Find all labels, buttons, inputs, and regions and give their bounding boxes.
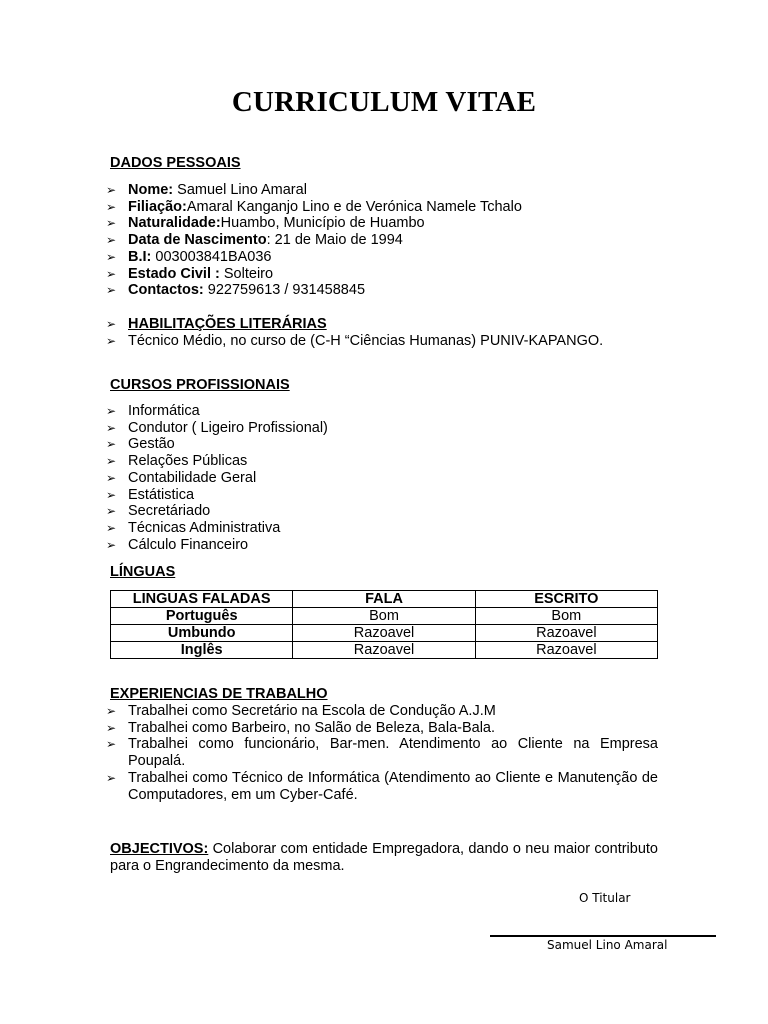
field-label: Nome: xyxy=(128,182,174,198)
field-value: Huambo, Município de Huambo xyxy=(220,215,425,232)
document-title: CURRICULUM VITAE xyxy=(231,86,537,118)
personal-list xyxy=(106,182,661,299)
list-item xyxy=(106,436,661,453)
bullet-arrow-icon: ➢ xyxy=(106,770,117,785)
column-header: LINGUAS FALADAS xyxy=(111,591,293,608)
experience-text: Trabalhei como Técnico de Informática (Atendimento ao Cliente e Manutenção de Computadores, em um Cyber-Café. xyxy=(128,769,658,803)
list-item xyxy=(106,703,658,720)
field-value: Amaral Kanganjo Lino e de Verónica Namele Tchalo xyxy=(186,198,522,215)
field-value: : 21 de Maio de 1994 xyxy=(266,232,403,249)
personal-birthdate xyxy=(106,232,661,249)
experience-text: Trabalhei como funcionário, Bar-men. Atendimento ao Cliente na Empresa Poupalá. xyxy=(128,736,658,770)
objectives-text: Colaborar com entidade Empregadora, dando o neu maior contributo para o Engrandecimento da mesma. xyxy=(110,841,658,874)
bullet-arrow-icon: ➢ xyxy=(106,266,117,281)
field-label: Contactos: xyxy=(128,282,204,299)
bullet-arrow-icon: ➢ xyxy=(106,183,117,197)
list-item xyxy=(106,520,661,537)
personal-id xyxy=(106,249,661,266)
course-text: Estátistica xyxy=(128,486,195,503)
writing-level: Bom xyxy=(475,608,657,625)
bullet-arrow-icon: ➢ xyxy=(106,737,117,752)
bullet-arrow-icon: ➢ xyxy=(106,720,117,735)
bullet-arrow-icon: ➢ xyxy=(106,537,117,552)
table-row xyxy=(111,625,658,642)
course-text: Contabilidade Geral xyxy=(128,469,257,486)
field-label: Naturalidade: xyxy=(128,215,221,232)
course-text: Cálculo Financeiro xyxy=(128,536,249,553)
language-name: Inglês xyxy=(111,642,293,659)
field-value: Samuel Lino Amaral xyxy=(173,182,307,198)
bullet-arrow-icon: ➢ xyxy=(106,283,117,298)
list-item xyxy=(106,420,661,437)
experience-list xyxy=(106,703,658,803)
experience-text: Trabalhei como Secretário na Escola de Condução A.J.M xyxy=(128,703,496,719)
list-item xyxy=(106,487,661,504)
bullet-arrow-icon: ➢ xyxy=(106,487,117,502)
field-value: Solteiro xyxy=(219,265,274,282)
speaking-level: Bom xyxy=(293,608,475,625)
personal-civil-status xyxy=(106,266,661,283)
list-item xyxy=(106,537,661,554)
bullet-arrow-icon: ➢ xyxy=(106,216,117,231)
course-text: Secretáriado xyxy=(128,503,211,520)
table-header-row xyxy=(111,591,658,608)
course-text: Técnicas Administrativa xyxy=(128,519,281,536)
field-value: 922759613 / 931458845 xyxy=(203,282,366,299)
bullet-arrow-icon: ➢ xyxy=(106,317,117,331)
writing-level: Razoavel xyxy=(475,625,657,642)
languages-table xyxy=(110,590,658,659)
bullet-arrow-icon: ➢ xyxy=(106,454,117,469)
education-item-text: Técnico Médio, no curso de (C-H “Ciências Humanas) PUNIV-KAPANGO. xyxy=(128,333,604,349)
bullet-arrow-icon: ➢ xyxy=(106,437,117,452)
bullet-arrow-icon: ➢ xyxy=(106,520,117,535)
bullet-arrow-icon: ➢ xyxy=(106,404,117,418)
bullet-arrow-icon: ➢ xyxy=(106,420,117,435)
bullet-arrow-icon: ➢ xyxy=(106,470,117,485)
bullet-arrow-icon: ➢ xyxy=(106,233,117,248)
bullet-arrow-icon: ➢ xyxy=(106,334,117,348)
field-label: Data de Nascimento xyxy=(128,232,267,249)
speaking-level: Razoavel xyxy=(293,625,475,642)
education-heading-item xyxy=(106,316,661,333)
education-heading-row xyxy=(106,316,661,333)
list-item xyxy=(106,453,661,470)
bullet-arrow-icon: ➢ xyxy=(106,704,117,718)
table-row xyxy=(111,642,658,659)
language-name: Umbundo xyxy=(111,625,293,642)
personal-birthplace xyxy=(106,215,661,232)
list-item xyxy=(106,736,658,769)
objectives-paragraph xyxy=(110,841,658,875)
bullet-arrow-icon: ➢ xyxy=(106,249,117,264)
signature-name: Samuel Lino Amaral xyxy=(547,938,668,952)
education-list xyxy=(106,333,661,350)
signature-label: O Titular xyxy=(579,891,631,905)
language-name: Português xyxy=(111,608,293,625)
objectives-label: OBJECTIVOS: xyxy=(110,841,209,857)
personal-heading: DADOS PESSOAIS xyxy=(110,155,241,171)
experience-heading: EXPERIENCIAS DE TRABALHO xyxy=(110,686,328,702)
list-item xyxy=(106,470,661,487)
list-item xyxy=(106,403,661,420)
field-label: Filiação: xyxy=(128,198,187,215)
field-label: B.I: xyxy=(128,248,152,265)
personal-filiation xyxy=(106,199,661,216)
list-item xyxy=(106,770,658,803)
personal-name xyxy=(106,182,661,199)
list-item xyxy=(106,503,661,520)
courses-heading: CURSOS PROFISSIONAIS xyxy=(110,377,290,393)
course-text: Condutor ( Ligeiro Profissional) xyxy=(128,419,328,436)
field-value: 003003841BA036 xyxy=(151,248,272,265)
list-item xyxy=(106,333,661,350)
column-header: FALA xyxy=(293,591,475,608)
languages-heading: LÍNGUAS xyxy=(110,564,176,580)
personal-contacts xyxy=(106,282,661,299)
course-text: Gestão xyxy=(128,436,175,453)
field-label: Estado Civil : xyxy=(128,265,220,282)
courses-list xyxy=(106,403,661,553)
bullet-arrow-icon: ➢ xyxy=(106,199,117,214)
writing-level: Razoavel xyxy=(475,642,657,659)
table-row xyxy=(111,608,658,625)
experience-text: Trabalhei como Barbeiro, no Salão de Beleza, Bala-Bala. xyxy=(128,719,496,736)
course-text: Informática xyxy=(128,403,200,419)
column-header: ESCRITO xyxy=(475,591,657,608)
signature-line xyxy=(490,935,716,937)
course-text: Relações Públicas xyxy=(128,453,248,470)
bullet-arrow-icon: ➢ xyxy=(106,504,117,519)
speaking-level: Razoavel xyxy=(293,642,475,659)
list-item xyxy=(106,720,658,737)
education-heading: HABILITAÇÕES LITERÁRIAS xyxy=(128,316,327,332)
